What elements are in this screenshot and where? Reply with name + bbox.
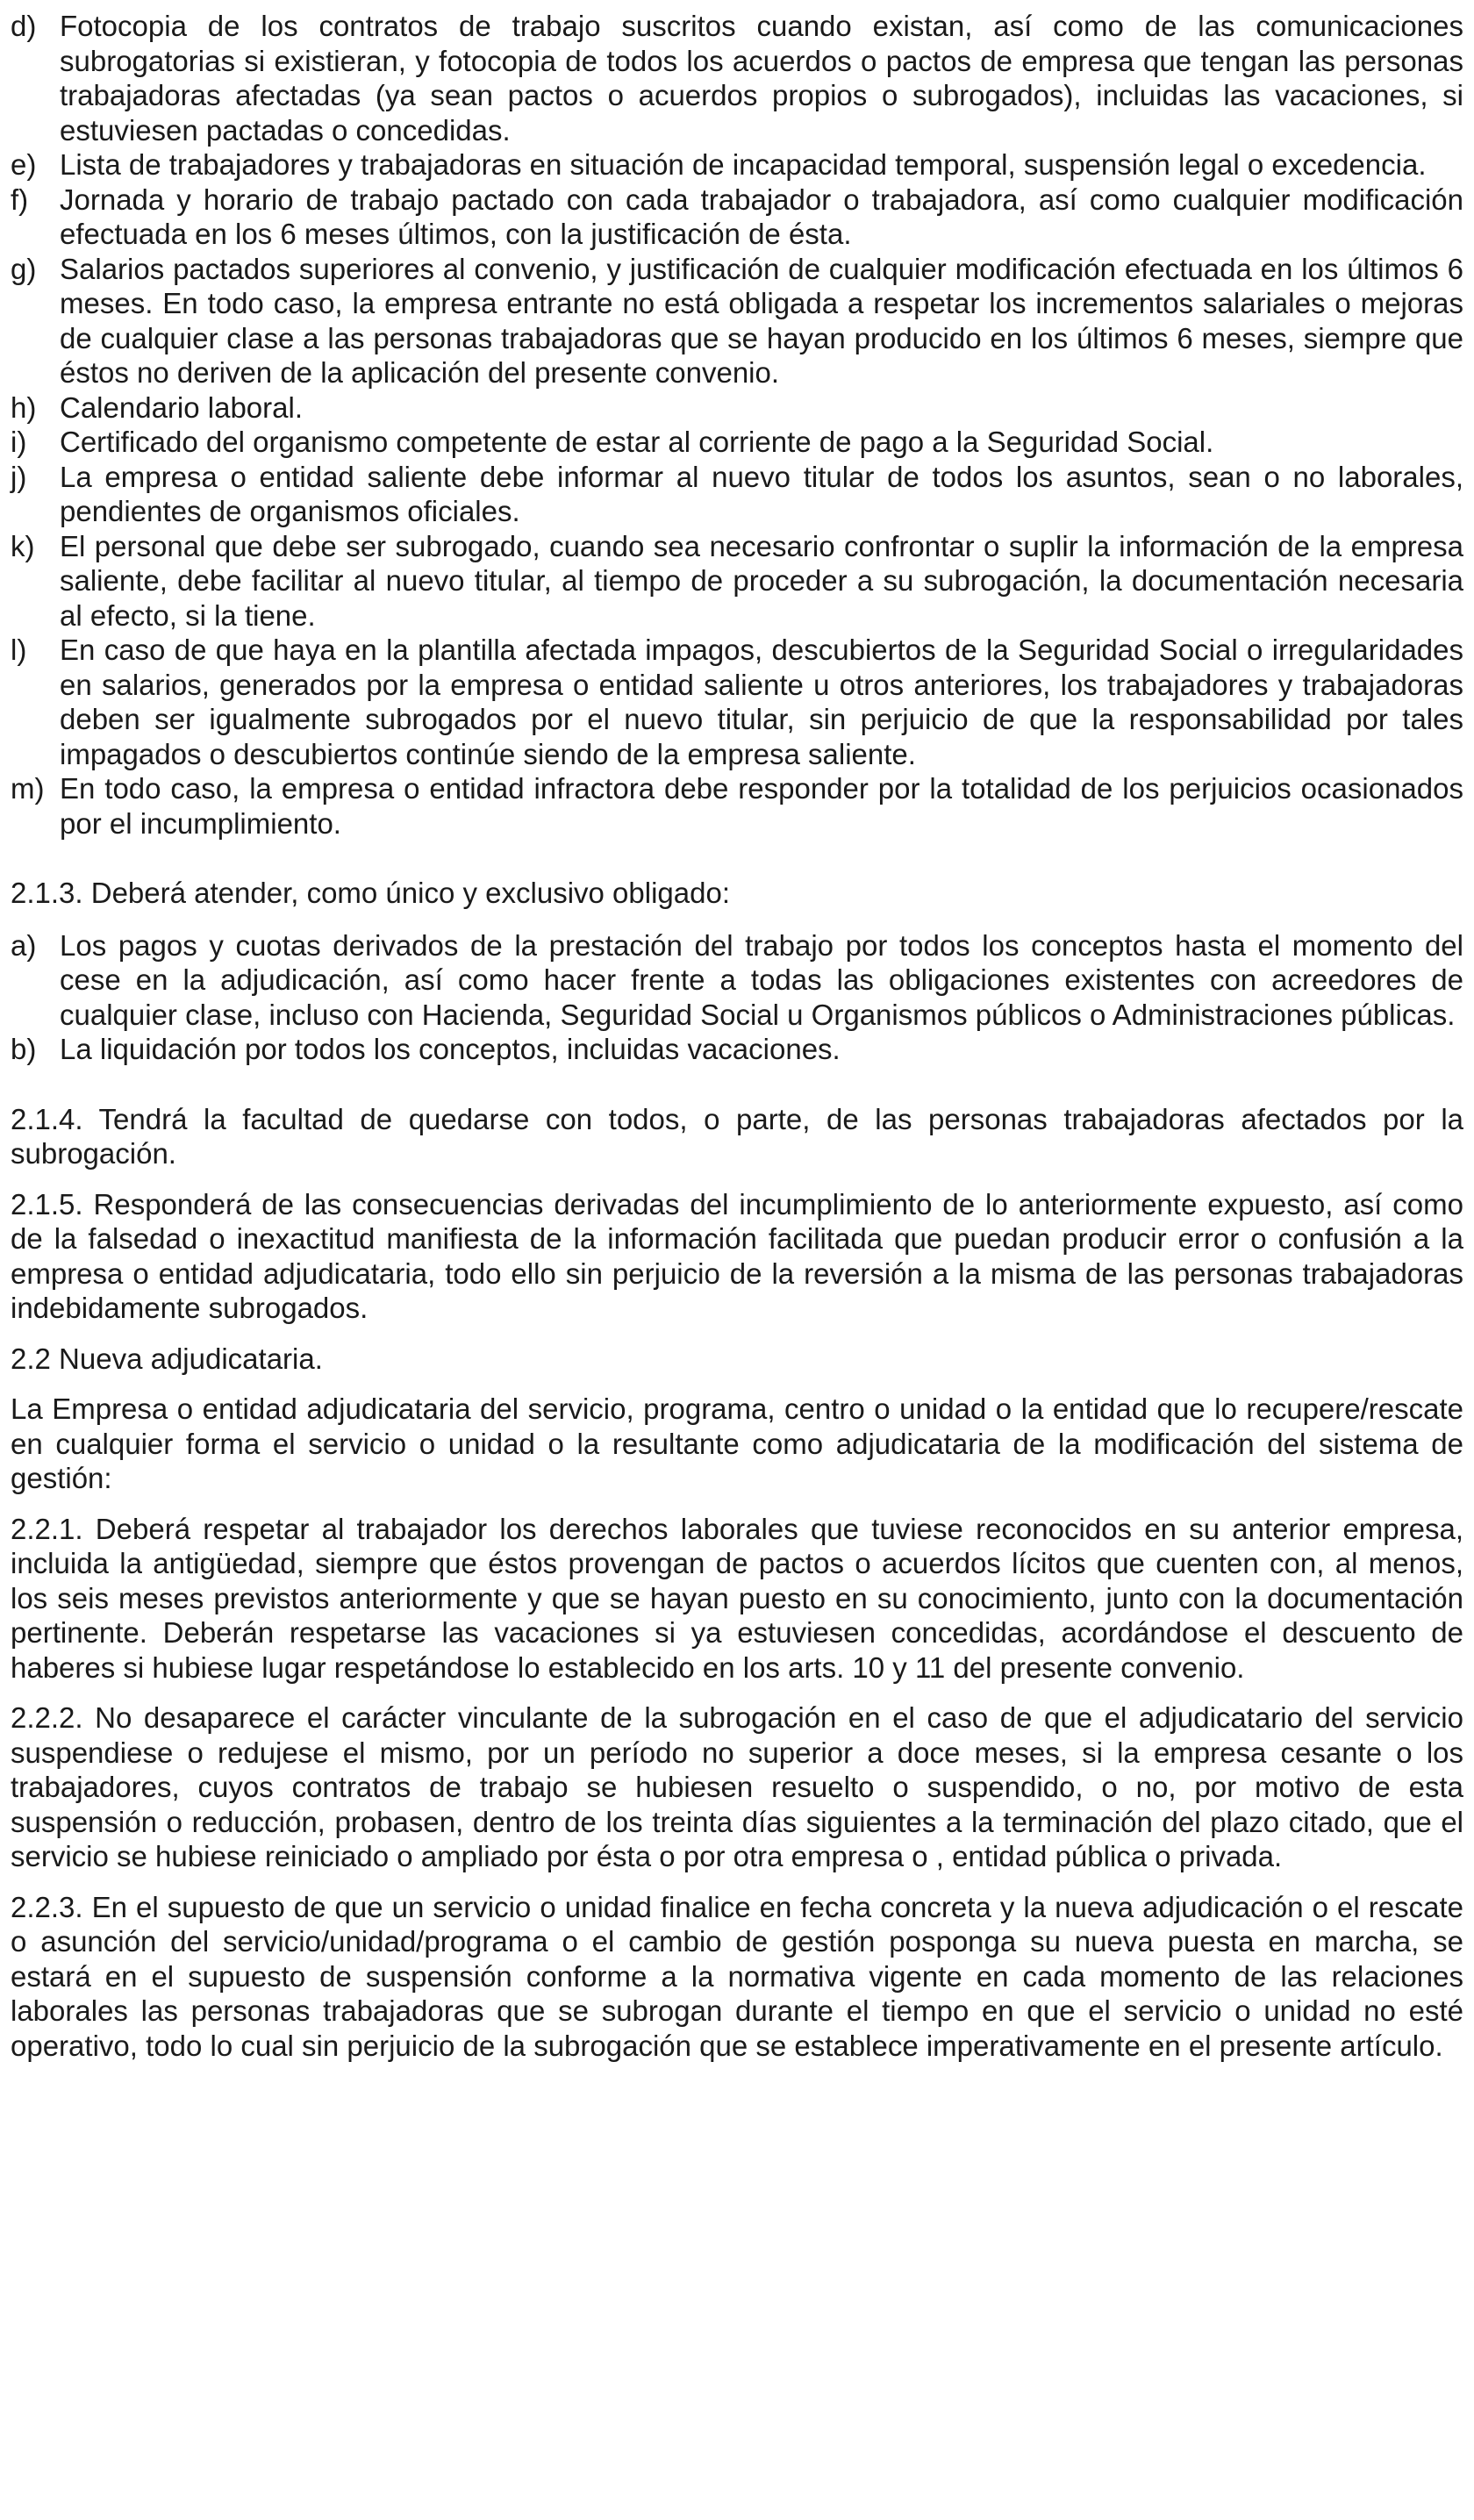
section-2-1-3: 2.1.3. Deberá atender, como único y exclusivo obligado: bbox=[11, 877, 731, 909]
list-item-text: Jornada y horario de trabajo pactado con cada trabajador o trabajadora, así como cualquier modificación efectuada en los 6 meses últimos, con la justificación de ésta. bbox=[60, 183, 1463, 250]
list-item-i bbox=[11, 425, 1463, 460]
document-list-a-b bbox=[11, 928, 1463, 1067]
list-marker: g) bbox=[11, 252, 37, 285]
section-2-2-heading: 2.2 Nueva adjudicataria. bbox=[11, 1342, 323, 1375]
list-marker: j) bbox=[11, 460, 27, 493]
list-marker: k) bbox=[11, 529, 35, 562]
section-2-1-5: 2.1.5. Responderá de las consecuencias derivadas del incumplimiento de lo anteriormente expuesto, así como de la falsedad o inexactitud manifiesta de la información facilitada que puedan producir error o confusión a la empresa o entidad adjudicataria, todo ello sin perjuicio de la reversión a la misma de las personas trabajadoras indebidamente subrogados. bbox=[11, 1187, 1463, 1324]
list-item-text: Salarios pactados superiores al convenio, y justificación de cualquier modificación efectuada en los últimos 6 meses. En todo caso, la empresa entrante no está obligada a respetar los incrementos salariales o mejoras de cualquier clase a las personas trabajadoras que se hayan producido en los últimos 6 meses, siempre que éstos no deriven de la aplicación del presente convenio. bbox=[60, 252, 1463, 389]
list-marker: h) bbox=[11, 390, 37, 424]
list-item-k bbox=[11, 529, 1463, 634]
list-item-b bbox=[11, 1032, 1463, 1067]
list-item-j bbox=[11, 460, 1463, 529]
list-item-m bbox=[11, 771, 1463, 841]
list-marker: a) bbox=[11, 928, 37, 962]
section-2-2-intro: La Empresa o entidad adjudicataria del servicio, programa, centro o unidad o la entidad que lo recupere/rescate en cualquier forma el servicio o unidad o la resultante como adjudicataria de la modificación del sistema de gestión: bbox=[11, 1392, 1463, 1494]
list-item-h bbox=[11, 390, 1463, 426]
section-2-2-3: 2.2.3. En el supuesto de que un servicio o unidad finalice en fecha concreta y la nueva adjudicación o el rescate o asunción del servicio/unidad/programa o el cambio de gestión posponga su nueva puesta en marcha, se estará en el supuesto de suspensión conforme a la normativa vigente en cada momento de las relaciones laborales las personas trabajadoras que se subrogan durante el tiempo en que el servicio o unidad no esté operativo, todo lo cual sin perjuicio de la subrogación que se establece imperativamente en el presente artículo. bbox=[11, 1890, 1463, 2062]
list-marker: b) bbox=[11, 1033, 37, 1065]
list-item-text: El personal que debe ser subrogado, cuando sea necesario confrontar o suplir la información de la empresa saliente, debe facilitar al nuevo titular, al tiempo de proceder a su subrogación, la documentación necesaria al efecto, si la tiene. bbox=[60, 529, 1463, 632]
list-marker: m) bbox=[11, 772, 45, 805]
list-item-text: La liquidación por todos los conceptos, incluidas vacaciones. bbox=[60, 1033, 841, 1065]
list-item-e bbox=[11, 147, 1463, 183]
list-item-text: Lista de trabajadores y trabajadoras en situación de incapacidad temporal, suspensión legal o excedencia. bbox=[60, 148, 1427, 181]
list-marker: i) bbox=[11, 426, 27, 458]
list-item-text: La empresa o entidad saliente debe informar al nuevo titular de todos los asuntos, sean o no laborales, pendientes de organismos oficiales. bbox=[60, 460, 1463, 527]
list-marker: l) bbox=[11, 634, 27, 666]
section-2-2-1: 2.2.1. Deberá respetar al trabajador los derechos laborales que tuviese reconocidos en su anterior empresa, incluida la antigüedad, siempre que éstos provengan de pactos o acuerdos lícitos que cuenten con, al menos, los seis meses previstos anteriormente y que se hayan puesto en su conocimiento, junto con la documentación pertinente. Deberán respetarse las vacaciones si ya estuviesen concedidas, acordándose el descuento de haberes si hubiese lugar respetándose lo establecido en los arts. 10 y 11 del presente convenio. bbox=[11, 1512, 1463, 1684]
list-marker: e) bbox=[11, 148, 37, 181]
list-item-l bbox=[11, 633, 1463, 771]
list-marker: d) bbox=[11, 10, 37, 42]
document-list-d-m bbox=[11, 9, 1463, 841]
list-item-text: Certificado del organismo competente de estar al corriente de pago a la Seguridad Social. bbox=[60, 426, 1214, 458]
list-item-f bbox=[11, 183, 1463, 252]
list-item-text: Calendario laboral. bbox=[60, 390, 304, 424]
list-marker: f) bbox=[11, 183, 29, 216]
list-item-text: Los pagos y cuotas derivados de la prestación del trabajo por todos los conceptos hasta el momento del cese en la adjudicación, así como hacer frente a todas las obligaciones existentes con acreedores de cualquier clase, incluso con Hacienda, Seguridad Social u Organismos públicos o Administraciones públicas. bbox=[60, 928, 1463, 1031]
list-item-d bbox=[11, 9, 1463, 147]
list-item-text: Fotocopia de los contratos de trabajo suscritos cuando existan, así como de las comunicaciones subrogatorias si existieran, y fotocopia de todos los acuerdos o pactos de empresa que tengan las personas trabajadoras afectadas (ya sean pactos o acuerdos propios o subrogados), incluidas las vacaciones, si estuviesen pactadas o concedidas. bbox=[60, 10, 1463, 147]
list-item-text: En caso de que haya en la plantilla afectada impagos, descubiertos de la Seguridad Social o irregularidades en salarios, generados por la empresa o entidad saliente u otros anteriores, los trabajadores y trabajadoras deben ser igualmente subrogados por el nuevo titular, sin perjuicio de que la responsabilidad por tales impagados o descubiertos continúe siendo de la empresa saliente. bbox=[60, 634, 1463, 770]
section-2-1-4: 2.1.4. Tendrá la facultad de quedarse con todos, o parte, de las personas trabajadoras afectados por la subrogación. bbox=[11, 1102, 1463, 1170]
list-item-text: En todo caso, la empresa o entidad infractora debe responder por la totalidad de los perjuicios ocasionados por el incumplimiento. bbox=[60, 772, 1463, 840]
section-2-2-2: 2.2.2. No desaparece el carácter vinculante de la subrogación en el caso de que el adjudicatario del servicio suspendiese o redujese el mismo, por un período no superior a doce meses, si la empresa cesante o los trabajadores, cuyos contratos de trabajo se hubiesen resuelto o suspendido, o no, por motivo de esta suspensión o reducción, probasen, dentro de los treinta días siguientes a la terminación del plazo citado, que el servicio se hubiese reiniciado o ampliado por ésta o por otra empresa o , entidad pública o privada. bbox=[11, 1701, 1463, 1872]
list-item-a bbox=[11, 928, 1463, 1033]
list-item-g bbox=[11, 252, 1463, 390]
